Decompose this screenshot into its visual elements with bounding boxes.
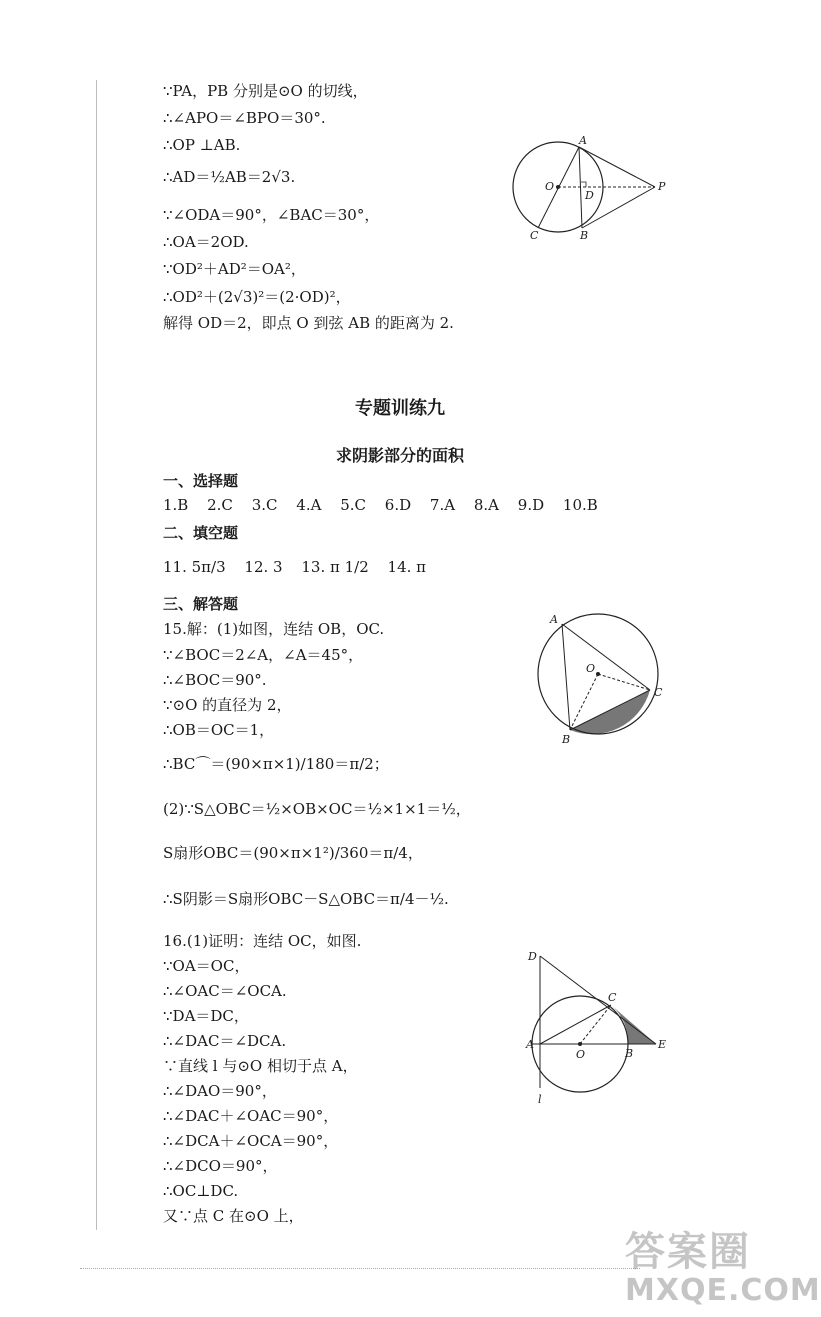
watermark-text: 答案圈: [625, 1229, 751, 1275]
figure-label: C: [608, 991, 617, 1004]
figure-label: O: [545, 180, 555, 193]
answer-row: [163, 557, 440, 577]
text-line: 15.解：(1)如图，连结 OB，OC.: [163, 620, 385, 638]
figure-label: D: [528, 950, 537, 963]
text-line: ∴OC⊥DC.: [163, 1182, 239, 1200]
text-line: ∴∠DCO＝90°，: [163, 1157, 278, 1175]
text-line: ∵∠ODA＝90°，∠BAC＝30°，: [163, 206, 380, 224]
text-line: 解得 OD＝2，即点 O 到弦 AB 的距离为 2.: [163, 314, 454, 332]
text-line: ∵OA＝OC，: [163, 957, 250, 975]
figure-label: B: [562, 733, 571, 746]
figure-label: B: [580, 229, 589, 242]
figure-label: C: [530, 229, 539, 242]
section-label: 一、选择题: [163, 472, 239, 490]
text-line: S扇形OBC＝(90×π×1²)/360＝π/4，: [163, 844, 423, 862]
text-line: ∵直线 l 与⊙O 相切于点 A，: [163, 1057, 358, 1075]
answer: 9.D: [517, 496, 545, 514]
page-title: 专题训练九: [355, 398, 445, 419]
text-line: ∵⊙O 的直径为 2，: [163, 696, 292, 714]
margin-line: [96, 80, 97, 1230]
answer: 12. 3: [244, 558, 283, 576]
answer: 3.C: [251, 496, 278, 514]
text-line: ∴∠DAO＝90°，: [163, 1082, 277, 1100]
answer: 1.B: [163, 496, 189, 514]
figure-label: A: [526, 1038, 534, 1051]
text-line: ∴∠DCA＋∠OCA＝90°，: [163, 1132, 339, 1150]
figure-label: A: [579, 134, 587, 147]
text-line: 16.(1)证明：连结 OC，如图.: [163, 932, 362, 950]
figure-label: O: [576, 1048, 586, 1061]
text-line: ∴∠BOC＝90°.: [163, 671, 267, 689]
figure-label: C: [654, 686, 663, 699]
page-subtitle: 求阴影部分的面积: [335, 446, 464, 465]
text-line: ∴OB＝OC＝1，: [163, 721, 275, 739]
text-line: ∴∠DAC＋∠OAC＝90°，: [163, 1107, 339, 1125]
text-line: 又∵点 C 在⊙O 上，: [163, 1207, 304, 1225]
section-label: 三、解答题: [163, 595, 239, 613]
text-line: ∴OD²＋(2√3)²＝(2·OD)²，: [163, 288, 351, 306]
text-line: ∴OP ⊥AB.: [163, 136, 241, 154]
figure-label: D: [585, 189, 594, 202]
tangent-figure: [500, 135, 675, 245]
figure-label: P: [658, 180, 666, 193]
answer: 11. 5π/3: [163, 558, 226, 576]
text-line: ∴∠APO＝∠BPO＝30°.: [163, 109, 326, 127]
figure-label: O: [586, 662, 596, 675]
text-line: ∴∠DAC＝∠DCA.: [163, 1032, 287, 1050]
answer: 2.C: [207, 496, 233, 514]
watermark: [625, 1220, 821, 1308]
text-line: ∴∠OAC＝∠OCA.: [163, 982, 287, 1000]
text-line: ∴AD＝½AB＝2√3.: [163, 168, 296, 186]
figure-label: l: [538, 1093, 542, 1106]
answer: 6.D: [384, 496, 412, 514]
watermark-url: MXQE.COM: [625, 1273, 821, 1308]
answer: 10.B: [562, 496, 598, 514]
answer: 13. π 1/2: [301, 558, 369, 576]
text-line: ∵OD²＋AD²＝OA²，: [163, 260, 306, 278]
answer: 4.A: [296, 496, 322, 514]
answer: 5.C: [340, 496, 367, 514]
figure-label: E: [658, 1038, 667, 1051]
text-line: ∵DA＝DC，: [163, 1007, 249, 1025]
text-line: ∴OA＝2OD.: [163, 233, 249, 251]
figure-label: B: [625, 1047, 634, 1060]
answer: 8.A: [473, 496, 500, 514]
answer-row: [163, 495, 612, 515]
text-line: ∵PA，PB 分别是⊙O 的切线，: [163, 82, 368, 100]
answer: 14. π: [387, 558, 427, 576]
text-line: ∵∠BOC＝2∠A，∠A＝45°，: [163, 646, 364, 664]
inscribed-angle-figure: [530, 612, 680, 747]
text-line: (2)∵S△OBC＝½×OB×OC＝½×1×1＝½，: [163, 800, 471, 818]
tangent-line-figure: [518, 948, 678, 1108]
figure-label: A: [550, 613, 558, 626]
text-line: ∴S阴影＝S扇形OBC－S△OBC＝π/4－½.: [163, 890, 449, 908]
section-label: 二、填空题: [163, 524, 239, 542]
divider: [80, 1268, 640, 1269]
answer: 7.A: [429, 496, 456, 514]
text-line: ∴BC⌒＝(90×π×1)/180＝π/2；: [163, 755, 389, 773]
